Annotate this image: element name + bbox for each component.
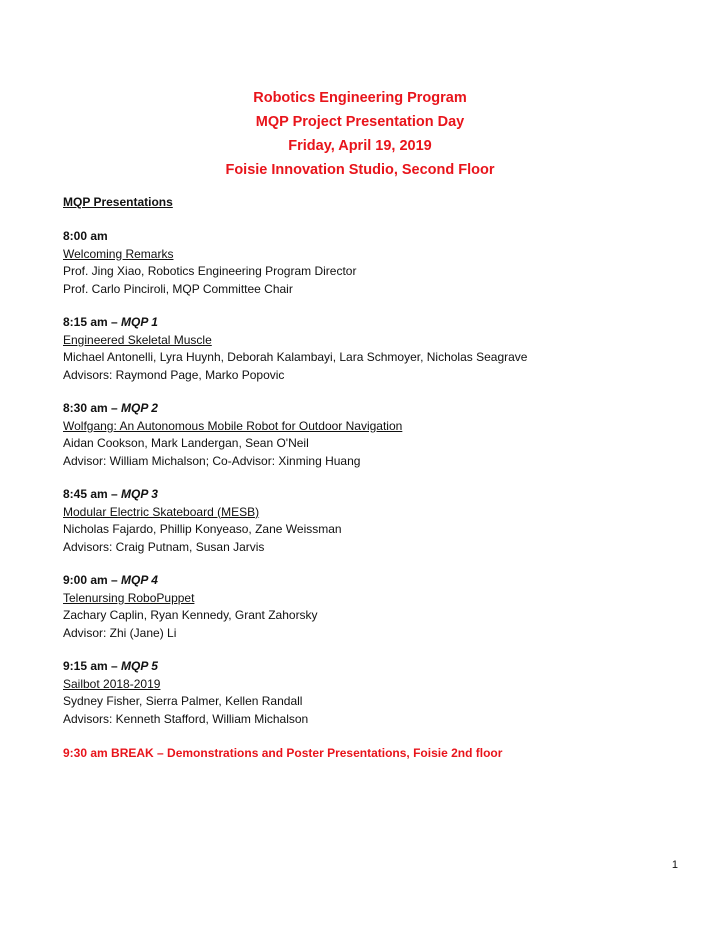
presentation-dash: – <box>107 659 122 673</box>
section-title: MQP Presentations <box>63 195 173 209</box>
presentation-block-mqp-4 <box>63 572 683 642</box>
page-number: 1 <box>671 859 678 871</box>
presentation-label: MQP 3 <box>121 487 158 501</box>
presentation-advisors: Advisors: Raymond Page, Marko Popovic <box>63 367 285 382</box>
presentation-title: Sailbot 2018-2019 <box>63 676 161 691</box>
presentation-time: 8:45 am <box>63 487 108 501</box>
presentation-label: MQP 5 <box>121 659 158 673</box>
presentation-time: 9:00 am <box>63 573 108 587</box>
presentation-time: 8:15 am <box>63 315 108 329</box>
welcome-title: Welcoming Remarks <box>63 246 174 261</box>
presentation-advisors: Advisors: Craig Putnam, Susan Jarvis <box>63 539 265 554</box>
presentation-block-mqp-2 <box>63 400 683 470</box>
presentation-title: Modular Electric Skateboard (MESB) <box>63 504 260 519</box>
presentation-label: MQP 4 <box>121 573 158 587</box>
presentation-students: Michael Antonelli, Lyra Huynh, Deborah Kalambayi, Lara Schmoyer, Nicholas Seagrave <box>63 350 528 364</box>
presentation-title: Wolfgang: An Autonomous Mobile Robot for Outdoor Navigation <box>63 418 403 433</box>
presentation-students: Aidan Cookson, Mark Landergan, Sean O'Neil <box>63 436 309 450</box>
presentation-students: Nicholas Fajardo, Phillip Konyeaso, Zane Weissman <box>63 522 342 536</box>
presentation-advisors: Advisors: Kenneth Stafford, William Michalson <box>63 711 309 726</box>
welcome-block <box>63 228 683 298</box>
presentation-dash: – <box>107 315 122 329</box>
presentation-title: Engineered Skeletal Muscle <box>63 332 212 347</box>
welcome-speaker: Prof. Carlo Pinciroli, MQP Committee Chair <box>63 281 293 296</box>
presentation-block-mqp-5 <box>63 658 683 728</box>
presentation-advisors: Advisor: William Michalson; Co-Advisor: Xinming Huang <box>63 453 361 468</box>
presentation-heading <box>63 400 683 418</box>
presentation-block-mqp-3 <box>63 486 683 556</box>
event-title: MQP Project Presentation Day <box>255 114 465 130</box>
document-header <box>0 86 720 182</box>
presentation-heading <box>63 314 683 332</box>
presentation-dash: – <box>107 487 122 501</box>
presentation-heading <box>63 572 683 590</box>
event-date: Friday, April 19, 2019 <box>288 138 432 154</box>
presentation-heading <box>63 658 683 676</box>
presentation-dash: – <box>107 401 122 415</box>
presentation-block-mqp-1 <box>63 314 683 384</box>
presentation-advisors: Advisor: Zhi (Jane) Li <box>63 625 177 640</box>
welcome-speaker: Prof. Jing Xiao, Robotics Engineering Program Director <box>63 264 357 278</box>
program-title: Robotics Engineering Program <box>253 90 467 106</box>
break-notice: 9:30 am BREAK – Demonstrations and Poster Presentations, Foisie 2nd floor <box>63 746 503 760</box>
presentation-students: Zachary Caplin, Ryan Kennedy, Grant Zahorsky <box>63 608 318 622</box>
welcome-time: 8:00 am <box>63 229 108 243</box>
presentation-title: Telenursing RoboPuppet <box>63 590 195 605</box>
presentation-dash: – <box>107 573 122 587</box>
presentation-students: Sydney Fisher, Sierra Palmer, Kellen Randall <box>63 694 303 708</box>
presentation-time: 9:15 am <box>63 659 108 673</box>
presentation-label: MQP 2 <box>121 401 158 415</box>
event-location: Foisie Innovation Studio, Second Floor <box>225 162 495 178</box>
presentation-heading <box>63 486 683 504</box>
presentation-time: 8:30 am <box>63 401 108 415</box>
presentation-label: MQP 1 <box>121 315 158 329</box>
